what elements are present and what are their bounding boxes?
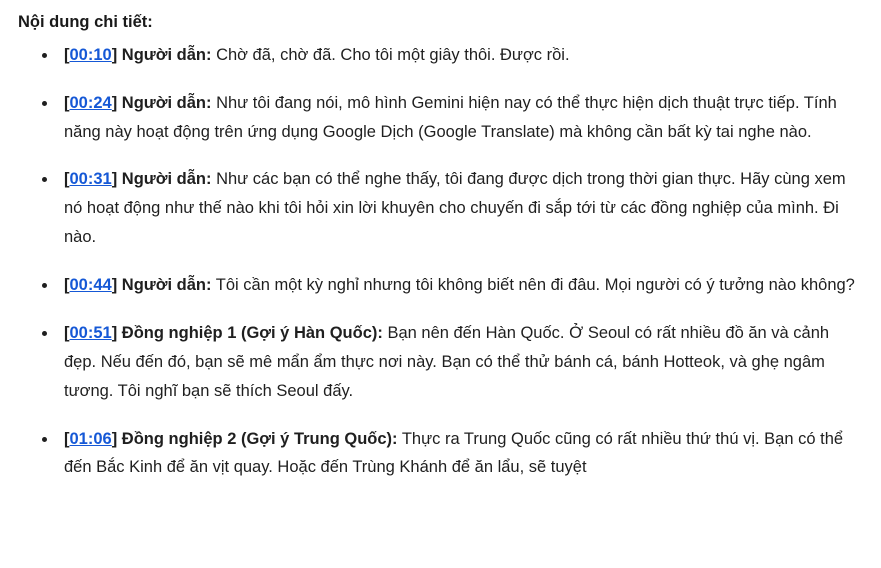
list-item bbox=[18, 271, 863, 300]
timestamp-link[interactable]: 00:51 bbox=[69, 323, 112, 342]
speaker-label: Đồng nghiệp 1 (Gợi ý Hàn Quốc): bbox=[121, 323, 383, 342]
utterance-text: Chờ đã, chờ đã. Cho tôi một giây thôi. Được rồi. bbox=[216, 45, 570, 64]
timestamp-open-bracket: [ bbox=[64, 170, 70, 189]
timestamp-close-bracket: ] bbox=[111, 323, 118, 342]
list-item bbox=[18, 425, 863, 483]
speaker-label: Người dẫn: bbox=[121, 93, 212, 112]
timestamp-open-bracket: [ bbox=[64, 276, 70, 294]
page-title: Nội dung chi tiết: bbox=[18, 13, 153, 31]
speaker-label: Người dẫn: bbox=[121, 45, 212, 64]
list-item bbox=[18, 165, 863, 252]
timestamp-open-bracket: [ bbox=[64, 429, 70, 448]
speaker-label: Đồng nghiệp 2 (Gợi ý Trung Quốc): bbox=[121, 429, 398, 448]
utterance-text: Bạn nên đến Hàn Quốc. Ở Seoul có rất nhiều đồ ăn và cảnh đẹp. Nếu đến đó, bạn sẽ mê mẩn ẩm thực nơi này. Bạn có thể thử bánh cá, bánh Hotteok, và ghẹ ngâm tương. Tôi nghĩ bạn sẽ thích Seoul đấy. bbox=[64, 323, 830, 400]
utterance-text: Tôi cần một kỳ nghỉ nhưng tôi không biết nên đi đâu. Mọi người có ý tưởng nào không? bbox=[215, 276, 855, 294]
timestamp-close-bracket: ] bbox=[111, 93, 118, 112]
timestamp-link[interactable]: 01:06 bbox=[69, 429, 112, 448]
timestamp-close-bracket: ] bbox=[111, 170, 118, 189]
timestamp-close-bracket: ] bbox=[111, 276, 118, 294]
timestamp-link[interactable]: 00:44 bbox=[69, 276, 112, 294]
timestamp-link[interactable]: 00:10 bbox=[69, 45, 112, 64]
transcript-list bbox=[18, 41, 863, 483]
timestamp-close-bracket: ] bbox=[111, 45, 118, 64]
utterance-text: Thực ra Trung Quốc cũng có rất nhiều thứ thú vị. Bạn có thể đến Bắc Kinh để ăn vịt quay. Hoặc đến Trùng Khánh để ăn lẩu, sẽ tuyệt bbox=[64, 429, 844, 477]
timestamp-link[interactable]: 00:31 bbox=[69, 170, 112, 189]
list-item bbox=[18, 89, 863, 147]
timestamp-open-bracket: [ bbox=[64, 323, 70, 342]
utterance-text: Như các bạn có thể nghe thấy, tôi đang được dịch trong thời gian thực. Hãy cùng xem nó hoạt động như thế nào khi tôi hỏi xin lời khuyên cho chuyến đi sắp tới từ các đồng nghiệp của mình. Đi nào. bbox=[64, 170, 846, 247]
timestamp-open-bracket: [ bbox=[64, 93, 70, 112]
timestamp-open-bracket: [ bbox=[64, 45, 70, 64]
utterance-text: Như tôi đang nói, mô hình Gemini hiện nay có thể thực hiện dịch thuật trực tiếp. Tính năng này hoạt động trên ứng dụng Google Dịch (Google Translate) mà không cần bất kỳ tai nghe nào. bbox=[64, 93, 837, 141]
speaker-label: Người dẫn: bbox=[121, 276, 212, 294]
speaker-label: Người dẫn: bbox=[121, 170, 212, 189]
list-item bbox=[18, 41, 863, 70]
list-item bbox=[18, 319, 863, 406]
timestamp-close-bracket: ] bbox=[111, 429, 118, 448]
timestamp-link[interactable]: 00:24 bbox=[69, 93, 112, 112]
